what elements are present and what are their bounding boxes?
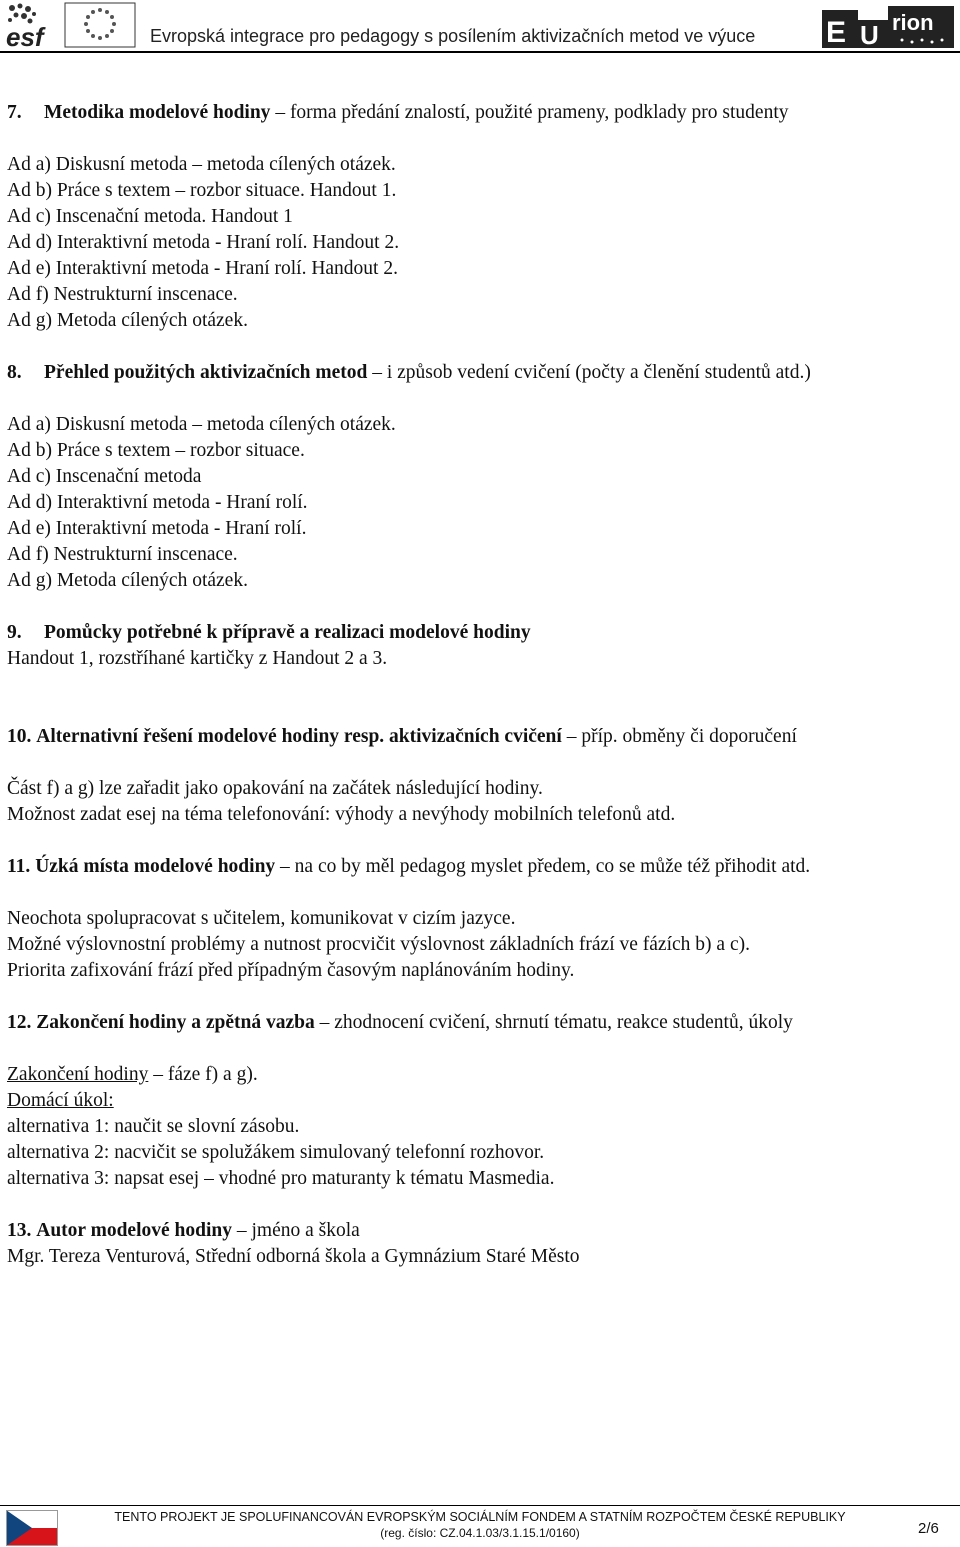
section-12-title: Zakončení hodiny a zpětná vazba (36, 1012, 315, 1033)
section-13-subtitle: – jméno a škola (232, 1220, 360, 1241)
closing-text: – fáze f) a g). (148, 1064, 258, 1085)
header-divider (0, 51, 960, 53)
section-8-item: Ad f) Nestrukturní inscenace. (7, 544, 238, 565)
section-13-heading (7, 1218, 955, 1244)
section-7-item: Ad f) Nestrukturní inscenace. (7, 284, 238, 305)
section-12-heading (7, 1010, 955, 1036)
section-10-subtitle: – příp. obměny či doporučení (561, 726, 797, 747)
section-8-subtitle: – i způsob vedení cvičení (počty a členění studentů atd.) (367, 362, 811, 383)
page-number: 2/6 (918, 1520, 939, 1537)
esf-logo (4, 2, 62, 48)
footer-divider (0, 1505, 960, 1506)
section-7-item: Ad e) Interaktivní metoda - Hraní rolí. Handout 2. (7, 258, 398, 279)
section-7-subtitle: – forma předání znalostí, použité prameny, podklady pro studenty (270, 102, 789, 123)
section-7-title: Metodika modelové hodiny (44, 102, 271, 123)
section-10-heading (7, 724, 955, 750)
section-13-text: Mgr. Tereza Venturová, Střední odborná škola a Gymnázium Staré Město (7, 1246, 580, 1267)
section-10-item: Možnost zadat esej na téma telefonování: výhody a nevýhody mobilních telefonů atd. (7, 804, 676, 825)
section-7-item: Ad g) Metoda cílených otázek. (7, 310, 248, 331)
section-9-title: Pomůcky potřebné k přípravě a realizaci modelové hodiny (44, 622, 531, 643)
svg-text:E: E (826, 16, 847, 49)
section-7-item: Ad a) Diskusní metoda – metoda cílených otázek. (7, 154, 396, 175)
section-12-homework (7, 1088, 955, 1114)
section-12-number: 12. (7, 1012, 32, 1033)
section-8-heading (7, 360, 955, 386)
section-8-title: Přehled použitých aktivizačních metod (44, 362, 368, 383)
eu-flag-icon (64, 2, 136, 48)
document-body (7, 100, 955, 1270)
section-9-number: 9. (7, 622, 22, 643)
section-11-number: 11. (7, 856, 31, 877)
section-12-item: alternativa 2: nacvičit se spolužákem simulovaný telefonní rozhovor. (7, 1142, 545, 1163)
closing-label: Zakončení hodiny (7, 1064, 149, 1085)
svg-text:rion: rion (892, 10, 934, 35)
section-8-item: Ad g) Metoda cílených otázek. (7, 570, 248, 591)
section-7-number: 7. (7, 102, 22, 123)
section-7-heading (7, 100, 955, 126)
section-13-number: 13. (7, 1220, 32, 1241)
section-7-item: Ad d) Interaktivní metoda - Hraní rolí. Handout 2. (7, 232, 400, 253)
section-10-title: Alternativní řešení modelové hodiny resp. aktivizačních cvičení (36, 726, 562, 747)
page-header (0, 0, 960, 56)
section-11-heading (7, 854, 955, 880)
section-11-subtitle: – na co by měl pedagog myslet předem, co se může též přihodit atd. (275, 856, 811, 877)
section-11-item: Neochota spolupracovat s učitelem, komunikovat v cizím jazyce. (7, 908, 516, 929)
svg-text:esf: esf (6, 22, 44, 48)
section-11-title: Úzká místa modelové hodiny (35, 856, 276, 877)
section-7-item: Ad b) Práce s textem – rozbor situace. Handout 1. (7, 180, 397, 201)
section-7-item: Ad c) Inscenační metoda. Handout 1 (7, 206, 293, 227)
section-8-item: Ad e) Interaktivní metoda - Hraní rolí. (7, 518, 307, 539)
section-9-text: Handout 1, rozstříhané kartičky z Handout 2 a 3. (7, 648, 388, 669)
section-10-item: Část f) a g) lze zařadit jako opakování na začátek následující hodiny. (7, 778, 543, 799)
homework-label: Domácí úkol: (7, 1090, 114, 1111)
section-8-item: Ad d) Interaktivní metoda - Hraní rolí. (7, 492, 308, 513)
section-8-item: Ad c) Inscenační metoda (7, 466, 202, 487)
section-13-title: Autor modelové hodiny (36, 1220, 232, 1241)
section-11-item: Priorita zafixování frází před případným časovým naplánováním hodiny. (7, 960, 575, 981)
svg-text:U: U (860, 20, 879, 50)
section-9-heading (7, 620, 955, 646)
section-8-item: Ad a) Diskusní metoda – metoda cílených otázek. (7, 414, 396, 435)
section-12-item: alternativa 1: naučit se slovní zásobu. (7, 1116, 300, 1137)
section-10-number: 10. (7, 726, 32, 747)
section-12-item: alternativa 3: napsat esej – vhodné pro maturanty k tématu Masmedia. (7, 1168, 555, 1189)
eurion-logo (822, 4, 956, 50)
section-11-item: Možné výslovnostní problémy a nutnost procvičit výslovnost základních frází ve fázích b) a c). (7, 934, 750, 955)
footer-registration-number: (reg. číslo: CZ.04.1.03/3.1.15.1/0160) (380, 1526, 580, 1540)
header-title: Evropská integrace pro pedagogy s posílením aktivizačních metod ve výuce (150, 26, 756, 46)
section-12-subtitle: – zhodnocení cvičení, shrnutí tématu, reakce studentů, úkoly (314, 1012, 793, 1033)
section-12-closing (7, 1062, 955, 1088)
section-8-number: 8. (7, 362, 22, 383)
section-8-item: Ad b) Práce s textem – rozbor situace. (7, 440, 305, 461)
footer-funding-text: TENTO PROJEKT JE SPOLUFINANCOVÁN EVROPSKÝM SOCIÁLNÍM FONDEM A STATNÍM ROZPOČTEM ČESKÉ REPUBLIKY (114, 1510, 846, 1524)
